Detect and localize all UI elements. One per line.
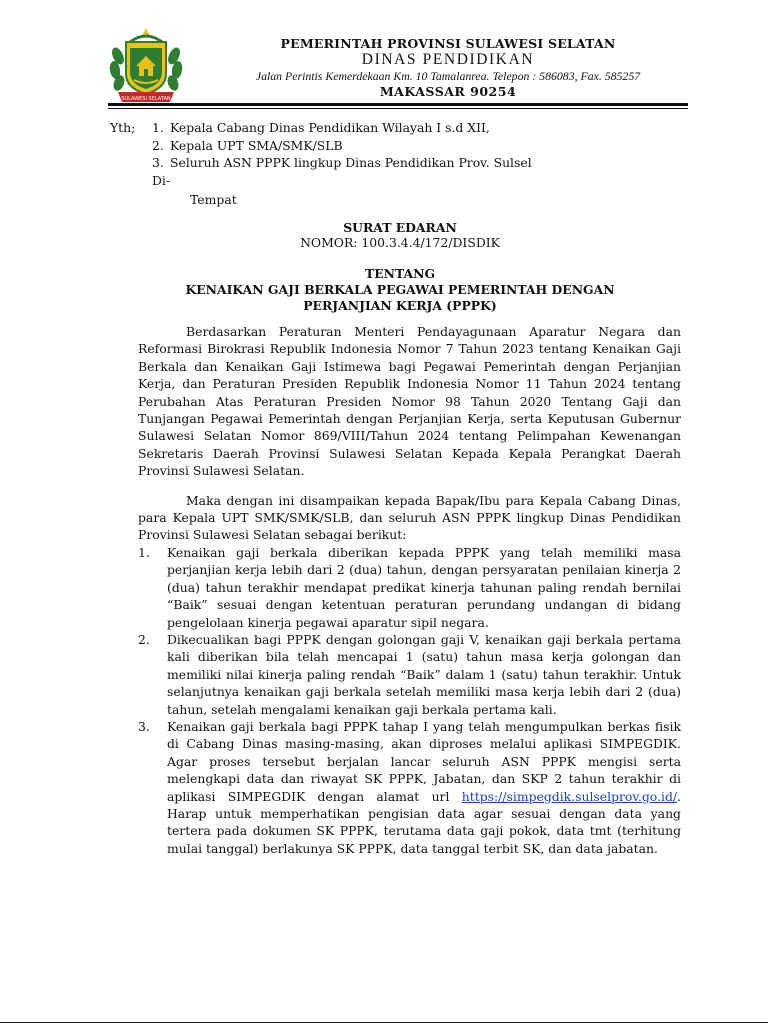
provincial-emblem-logo (108, 26, 184, 104)
recipient-text: Seluruh ASN PPPK lingkup Dinas Pendidikan Prov. Sulsel (170, 155, 532, 170)
instruction-text (167, 718, 681, 857)
document-number: NOMOR: 100.3.4.4/172/DISDIK (300, 235, 500, 250)
recipient-number: 1. (152, 120, 164, 135)
document-subject (110, 282, 690, 313)
simpegdik-url-link[interactable]: https://simpegdik.sulselprov.go.id/ (461, 788, 678, 804)
instruction-text: Kenaikan gaji berkala diberikan kepada PPPK yang telah memiliki masa perjanjian kerja lebih dari 2 (dua) tahun, dengan persyaratan penilaian kinerja 2 (dua) tahun terakhir mendapat predikat kinerja tahunan paling rendah bernilai “Baik” sesuai dengan ketentuan peraturan perundang undangan di bidang pengelolaan kinerja pegawai aparatur sipil negara. (167, 544, 681, 630)
instruction-number: 2. (138, 631, 150, 647)
recipient-text: Kepala Cabang Dinas Pendidikan Wilayah I s.d XII, (170, 120, 490, 135)
document-subject-line: PERJANJIAN KERJA (PPPK) (303, 297, 497, 313)
instruction-item (138, 718, 681, 857)
instruction-list (138, 544, 681, 857)
recipient-place: Tempat (190, 192, 237, 207)
instruction-item (138, 544, 681, 631)
recipient-number: 2. (152, 137, 164, 153)
document-type: SURAT EDARAN (343, 220, 457, 235)
recipients-prefix: Yth; (110, 120, 136, 135)
document-about: TENTANG (364, 266, 436, 281)
logo-ribbon-text: SULAWESI SELATAN (121, 96, 171, 102)
recipient-item (110, 137, 670, 155)
body-paragraph-legal-basis: Berdasarkan Peraturan Menteri Pendayagunaan Aparatur Negara dan Reformasi Birokrasi Republik Indonesia Nomor 7 Tahun 2023 tentang Kenaikan Gaji Berkala dan Kenaikan Gaji Istimewa bagi Pegawai Pemerintah dengan Perjanjian Kerja, dan Peraturan Presiden Republik Indonesia Nomor 11 Tahun 2024 tentang Perubahan Atas Peraturan Presiden Nomor 98 Tahun 2020 Tentang Gaji dan Tunjangan Pegawai Pemerintah dengan Perjanjian Kerja, serta Keputusan Gubernur Sulawesi Selatan Nomor 869/VIII/Tahun 2024 tentang Pelimpahan Kewenangan Sekretaris Daerah Provinsi Sulawesi Selatan Kepada Kepala Perangkat Daerah Provinsi Sulawesi Selatan. (138, 324, 681, 479)
government-name: PEMERINTAH PROVINSI SULAWESI SELATAN (280, 36, 616, 51)
agency-name: DINAS PENDIDIKAN (361, 51, 535, 68)
instruction-text-after-link: . Harap untuk memperhatikan pengisian data agar sesuai dengan data yang tertera pada dokumen SK PPPK, terutama data gaji pokok, data tmt (terhitung mulai tanggal) berlakunya SK PPPK, data tanggal terbit SK, dan data jabatan. (167, 788, 681, 856)
recipient-di: Di- (152, 172, 171, 188)
instruction-item (138, 631, 681, 718)
instruction-number: 3. (138, 718, 150, 734)
recipients-block (110, 119, 670, 209)
body-paragraph-intro: Maka dengan ini disampaikan kepada Bapak/Ibu para Kepala Cabang Dinas, para Kepala UPT SMK/SMK/SLB, dan seluruh ASN PPPK lingkup Dinas Pendidikan Provinsi Sulawesi Selatan sebagai berikut: (138, 492, 681, 543)
letterhead-divider-thin (108, 108, 688, 109)
recipient-item (110, 154, 670, 172)
agency-address: Jalan Perintis Kemerdekaan Km. 10 Tamalanrea. Telepon : 586083, Fax. 585257 (255, 69, 641, 83)
document-subject-line: KENAIKAN GAJI BERKALA PEGAWAI PEMERINTAH DENGAN (185, 282, 615, 297)
recipient-number: 3. (152, 155, 164, 170)
instruction-text: Dikecualikan bagi PPPK dengan golongan gaji V, kenaikan gaji berkala pertama kali diberikan bila telah mencapai 1 (satu) tahun masa kerja golongan dan memiliki nilai kinerja paling rendah “Baik” dalam 1 (satu) tahun terakhir. Untuk selanjutnya kenaikan gaji berkala setelah memiliki masa kerja lebih dari 2 (dua) tahun, setelah mengalami kenaikan gaji berkala pertama kali. (167, 631, 681, 717)
letterhead-divider-thick (108, 103, 688, 106)
recipient-text: Kepala UPT SMA/SMK/SLB (170, 137, 343, 153)
page-bottom-edge (0, 1022, 768, 1023)
letter-body (138, 323, 681, 857)
letterhead (210, 36, 686, 100)
agency-city: MAKASSAR 90254 (379, 84, 517, 99)
instruction-number: 1. (138, 544, 150, 560)
recipient-item (110, 119, 670, 137)
instruction-text-before-link: Kenaikan gaji berkala bagi PPPK tahap I yang telah mengumpulkan berkas fisik di Cabang Dinas masing-masing, akan diproses melalui aplikasi SIMPEGDIK. Agar proses tersebut berjalan lancar seluruh ASN PPPK mengisi serta melengkapi data dan riwayat SK PPPK, Jabatan, dan SKP 2 tahun terakhir di aplikasi SIMPEGDIK dengan alamat url (167, 718, 681, 804)
